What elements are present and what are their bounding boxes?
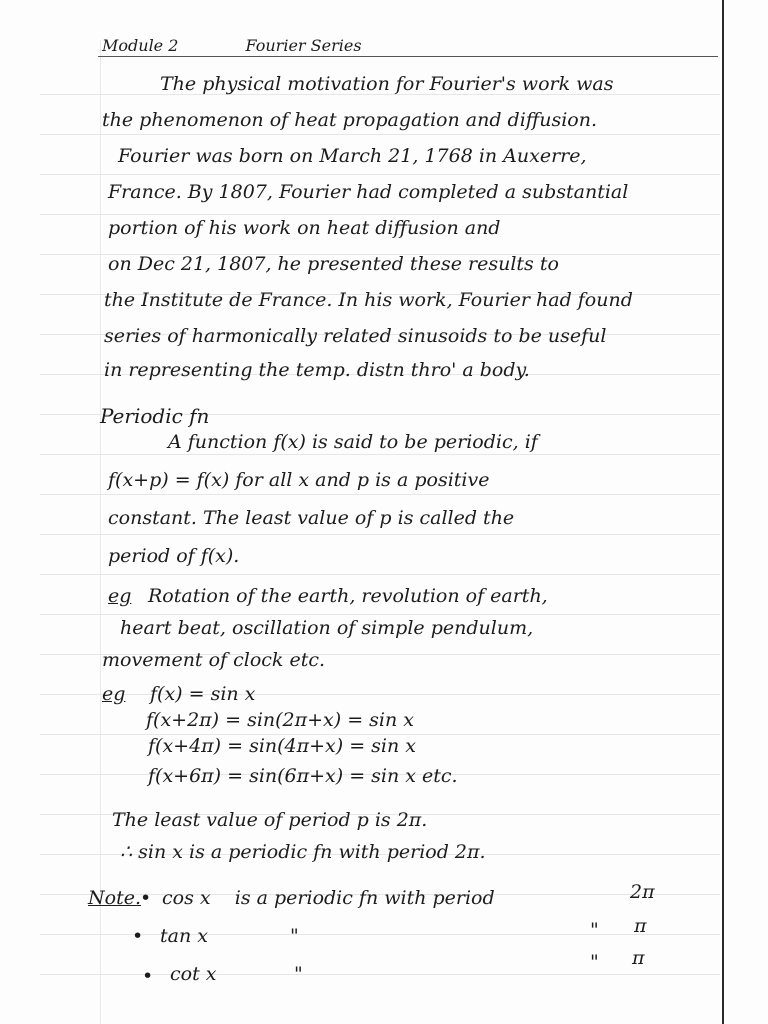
conclusion-line: The least value of period p is 2π. [112, 809, 428, 831]
paragraph-line: series of harmonically related sinusoids to be useful [104, 325, 607, 347]
paragraph-line: The physical motivation for Fourier's work was [160, 73, 614, 95]
example-line: movement of clock etc. [102, 649, 326, 671]
page-title: Fourier Series [245, 36, 362, 55]
page-edge-line [722, 0, 724, 1024]
note-function: cot x [170, 963, 217, 985]
conclusion-line: ∴ sin x is a periodic fn with period 2π. [120, 841, 486, 863]
note-function: tan x [160, 925, 208, 947]
ruled-line [40, 534, 720, 535]
definition-line: constant. The least value of p is called the [108, 507, 515, 529]
sin-example-label: eg [102, 683, 126, 705]
bullet-icon: • [140, 887, 152, 909]
note-function: cos x [162, 887, 211, 909]
paragraph-line: on Dec 21, 1807, he presented these results to [108, 253, 559, 275]
equation-line: f(x+2π) = sin(2π+x) = sin x [146, 709, 414, 731]
page-header [102, 36, 362, 56]
ditto-mark: " [294, 963, 303, 985]
equation-line: f(x+4π) = sin(4π+x) = sin x [148, 735, 416, 757]
ditto-mark: " [290, 925, 299, 947]
note-value: π [632, 947, 645, 969]
definition-line: A function f(x) is said to be periodic, if [168, 431, 538, 453]
definition-line: period of f(x). [108, 545, 240, 567]
paragraph-line: in representing the temp. distn thro' a body. [104, 359, 530, 381]
module-label: Module 2 [102, 36, 179, 55]
note-row [162, 886, 495, 910]
definition-line: f(x+p) = f(x) for all x and p is a positive [108, 469, 490, 491]
paragraph-line: the Institute de France. In his work, Fourier had found [104, 289, 633, 311]
example-label: eg [108, 585, 132, 607]
ruled-line [40, 694, 720, 695]
paragraph-line: portion of his work on heat diffusion and [108, 217, 501, 239]
margin-rule [100, 40, 101, 1024]
paragraph-line: Fourier was born on March 21, 1768 in Auxerre, [118, 145, 587, 167]
note-label: Note. [88, 887, 141, 909]
ruled-line [40, 574, 720, 575]
bullet-icon: • [142, 965, 154, 987]
ruled-line [40, 454, 720, 455]
bullet-icon: • [132, 925, 144, 947]
note-value: π [634, 915, 647, 937]
equation-line: f(x+6π) = sin(6π+x) = sin x etc. [148, 765, 458, 787]
ditto-mark: " [590, 919, 599, 941]
section-heading: Periodic fn [100, 404, 210, 428]
ruled-line [40, 614, 720, 615]
paragraph-line: the phenomenon of heat propagation and diffusion. [102, 109, 598, 131]
paragraph-line: France. By 1807, Fourier had completed a substantial [108, 181, 629, 203]
ruled-line [40, 494, 720, 495]
ruled-line [40, 174, 720, 175]
example-line: Rotation of the earth, revolution of earth, [148, 585, 548, 607]
ruled-line [40, 214, 720, 215]
example-line: heart beat, oscillation of simple pendulum, [120, 617, 534, 639]
equation-line: f(x) = sin x [150, 683, 256, 705]
note-value: 2π [630, 881, 655, 903]
header-underline [98, 56, 718, 57]
ditto-mark: " [590, 951, 599, 973]
ruled-line [40, 134, 720, 135]
note-text: is a periodic fn with period [234, 887, 495, 909]
